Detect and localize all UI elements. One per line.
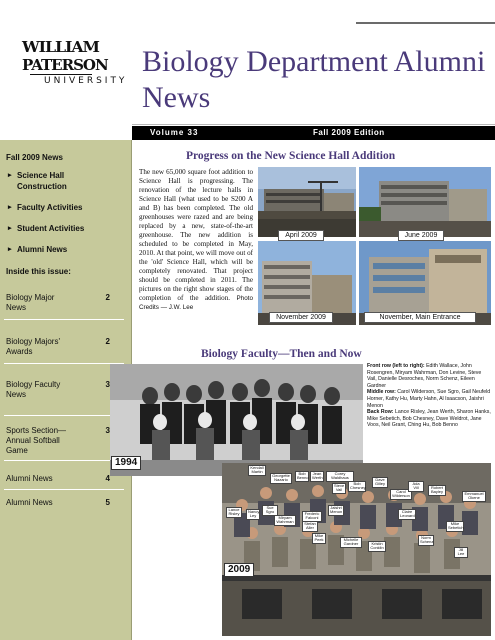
photo-credit: Photo Credits — J.W. Lee — [139, 295, 253, 311]
title-top-rule — [356, 22, 495, 24]
toc-divider — [4, 489, 124, 490]
toc-divider — [4, 460, 124, 461]
name-tag: Jean Werth — [312, 471, 323, 481]
name-tag: Robert Bayley — [428, 485, 446, 496]
name-tag: Jaishri Menon — [330, 505, 343, 515]
article-body — [139, 168, 253, 312]
toc-divider — [4, 319, 124, 320]
name-tag: Kristin Conklin — [368, 541, 386, 552]
title-bottom-rule — [132, 124, 495, 125]
logo-line-1: WILLIAM — [22, 38, 99, 56]
photo-june-2009 — [359, 167, 491, 237]
name-tag: Mike Peek — [312, 533, 326, 544]
toc-divider — [4, 363, 124, 364]
toc-entry[interactable] — [6, 337, 110, 357]
name-tag: Georgette Nazario — [270, 473, 292, 484]
group-photo-image — [110, 364, 363, 476]
name-tag: Nancy Ley — [248, 509, 260, 519]
toc-title: Biology Majors' Awards — [6, 337, 60, 356]
back-row-label: Back Row: — [367, 409, 394, 416]
back-row-names: Lance Risley, Jean Werth, Sharon Hanks, Mike Sebetich, Bob Chesney, Dave Weldrot, Jane Voos, Neil Grant, Ching Hu, Bob Benno — [367, 409, 491, 429]
name-tag: Norm Schenz — [420, 535, 434, 545]
toc-entry[interactable] — [6, 498, 110, 508]
toc-page: 5 — [105, 498, 110, 507]
toc-page: 2 — [105, 337, 110, 346]
name-tag: Carol Wilderson — [390, 489, 412, 500]
name-tag: Dave Gilley — [372, 477, 388, 488]
toc-page: 2 — [105, 293, 110, 302]
name-tag: Miryam Wahrman — [274, 515, 296, 526]
sidebar-heading: Fall 2009 News — [6, 153, 63, 162]
caption-april-2009: April 2009 — [278, 230, 324, 241]
university-logo — [0, 0, 132, 132]
front-row-label: Front row (left to right): — [367, 363, 425, 369]
name-tag: Sue Sgro — [262, 505, 278, 516]
year-label-1994: 1994 — [111, 456, 141, 470]
toc-title: Biology Major News — [6, 293, 55, 312]
newsletter-title — [142, 44, 495, 116]
toc-page: 3 — [105, 380, 110, 389]
sidebar-item-alumni[interactable]: ▸ Alumni News — [8, 244, 94, 255]
photo-april-2009 — [258, 167, 356, 237]
newsletter-title-text: Biology Department Alumni News — [142, 45, 486, 114]
caption-november-2009: November 2009 — [269, 312, 333, 323]
faculty-heading: Biology Faculty—Then and Now — [201, 348, 362, 360]
article-heading: Progress on the New Science Hall Addition — [186, 150, 396, 162]
name-tag: Jill Lee — [454, 547, 468, 558]
edition-label: Fall 2009 Edition — [313, 128, 385, 137]
name-tag: Michelle Gardner — [340, 537, 362, 548]
article-text: The new 65,000 square foot addition to Science Hall is progressing. The renovation of the lecture halls in Science Hall (what used to be S200 A and B) has been completed. The old greenhouses were razed and are being replaced by a new, state-of-the-art greenhouse. The new addition is scheduled to be completed in May, 2010. At that point, we will move out of the 'old' Science Hall, which will be completely renovated. That project should be completed in 2011. The pictures on the right show stages of the completion of the addition. — [139, 168, 253, 302]
faculty-1994-names — [367, 363, 491, 429]
name-tag: Emmanuel Okene — [462, 491, 486, 502]
toc-page: 3 — [105, 426, 110, 435]
name-tag: Steve Vail — [334, 483, 345, 493]
toc-title: Sports Section—Annual Softball Game — [6, 426, 67, 455]
name-tag: Mike Sebetich — [448, 521, 464, 531]
volume-bar — [132, 126, 495, 140]
toc-entry[interactable] — [6, 426, 110, 456]
construction-photo-image — [258, 167, 356, 237]
inside-issue-heading: Inside this issue: — [6, 267, 71, 276]
logo-rule — [30, 74, 92, 75]
sidebar-item-faculty[interactable]: ▸ Faculty Activities — [8, 202, 94, 213]
middle-row-names: Carol Wilderson, Sue Sgro, Gail Neufeld Horner, Kathy Hu, Marty Hahn, Al Isaacson, Jaishri Menon — [367, 389, 491, 409]
name-tag: Lance Risley — [226, 507, 242, 518]
name-tag: Bob Benno — [297, 471, 309, 481]
toc-divider — [4, 415, 124, 416]
middle-row-label: Middle row: — [367, 389, 396, 396]
toc-entry[interactable] — [6, 380, 110, 400]
name-tag: Bob Chesney — [350, 481, 366, 491]
toc-title: Alumni News — [6, 474, 53, 483]
sidebar-news-list — [8, 170, 94, 265]
photo-faculty-2009 — [222, 463, 491, 636]
sidebar-item-student[interactable]: ▸ Student Activities — [8, 223, 94, 234]
logo-line-3: UNIVERSITY — [44, 76, 128, 86]
toc-page: 4 — [105, 474, 110, 483]
toc-title: Alumni News — [6, 498, 53, 507]
caption-main-entrance: November, Main Entrance — [364, 312, 476, 323]
name-tag: Corey Waldhaus — [326, 471, 354, 482]
front-row-names: Edith Wallace, John Rosengren, Miryam Wahrman, Don Levine, Steve Vail, Danielle Desroches, Norm Schenz, Eileen Gardner — [367, 363, 482, 389]
toc-title: Biology Faculty News — [6, 380, 61, 399]
toc-entry[interactable] — [6, 293, 110, 313]
sidebar-item-science-hall[interactable]: ▸ Science Hall Construction — [8, 170, 94, 192]
name-tag: Stefan Aller — [302, 521, 318, 532]
toc-entry[interactable] — [6, 474, 110, 484]
name-tag: Ada Vill — [408, 481, 424, 492]
name-tag: Frederic Falconi — [302, 511, 322, 522]
photo-faculty-1994 — [110, 364, 363, 476]
name-tag: Kendall Martin — [248, 465, 266, 476]
caption-june-2009: June 2009 — [398, 230, 444, 241]
year-label-2009: 2009 — [224, 563, 254, 577]
logo-line-2: PATERSON — [22, 56, 108, 74]
construction-photo-image — [359, 167, 491, 237]
name-tag: Claire Leonard — [400, 509, 415, 519]
volume-label: Volume 33 — [150, 128, 199, 137]
